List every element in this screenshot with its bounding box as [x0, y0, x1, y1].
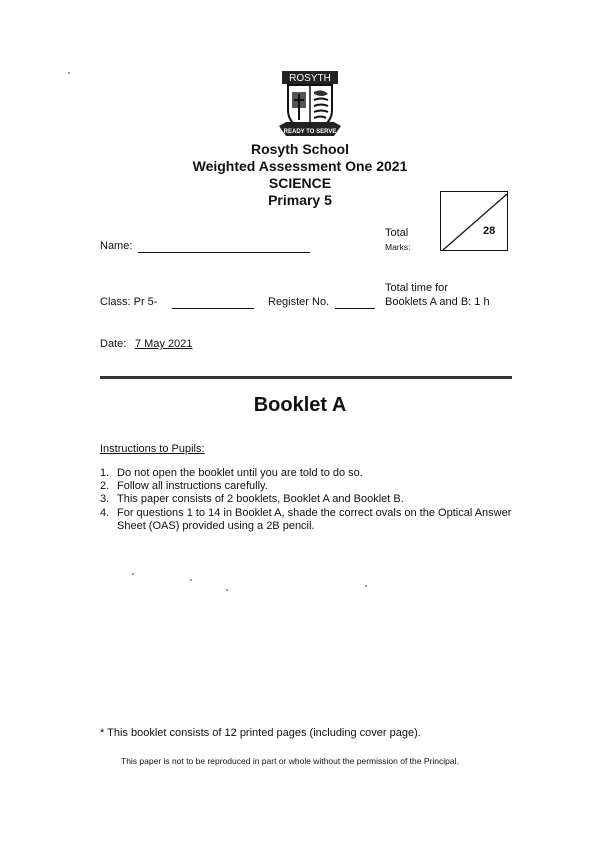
total-time-label: Total time for — [385, 282, 448, 294]
exam-level: Primary 5 — [268, 192, 332, 208]
register-field-line[interactable] — [335, 308, 375, 309]
instruction-item — [100, 480, 530, 493]
scan-speck — [132, 573, 134, 575]
copyright-notice: This paper is not to be reproduced in part or whole without the permission of the Principal. — [121, 756, 459, 766]
instruction-number: 1. — [100, 467, 110, 479]
page-count-note: * This booklet consists of 12 printed pages (including cover page). — [100, 727, 421, 739]
instruction-text: For questions 1 to 14 in Booklet A, shade the correct ovals on the Optical Answer Sheet (OAS) provided using a 2B pencil. — [117, 506, 512, 532]
total-time-value: Booklets A and B: 1 h — [385, 296, 490, 308]
scan-speck — [226, 589, 228, 591]
section-divider — [100, 376, 512, 379]
register-label: Register No. — [268, 296, 330, 308]
total-marks-label: Total — [385, 227, 409, 239]
scan-speck — [190, 579, 192, 581]
name-field-line[interactable] — [138, 252, 310, 253]
instruction-text: This paper consists of 2 booklets, Booklet A and Booklet B. — [117, 493, 404, 506]
scan-speck — [68, 72, 70, 74]
instruction-item — [100, 493, 530, 506]
exam-title: Weighted Assessment One 2021 — [192, 158, 408, 174]
crest-banner-text: ROSYTH — [289, 73, 331, 84]
exam-subject: SCIENCE — [268, 175, 332, 191]
booklet-title: Booklet A — [253, 394, 347, 416]
school-name: Rosyth School — [250, 141, 349, 157]
instruction-item — [100, 507, 530, 533]
total-marks-box — [440, 191, 508, 251]
school-crest-logo — [278, 70, 342, 140]
class-field-line[interactable] — [172, 308, 254, 309]
instruction-text: Follow all instructions carefully. — [117, 480, 268, 493]
total-marks-value: 28 — [483, 225, 496, 237]
crest-motto-text: READY TO SERVE — [283, 129, 337, 135]
instruction-item — [100, 467, 530, 480]
date-value: 7 May 2021 — [135, 338, 193, 350]
name-label: Name: — [100, 240, 133, 252]
scan-speck — [365, 585, 367, 587]
date-label: Date: — [100, 338, 127, 350]
instructions-list — [100, 467, 530, 533]
total-marks-label-2: Marks: — [385, 242, 411, 252]
marks-slash — [441, 192, 509, 252]
instruction-number: 2. — [100, 480, 110, 493]
instructions-heading: Instructions to Pupils: — [100, 443, 205, 455]
class-label: Class: Pr 5- — [100, 296, 158, 308]
instruction-number: 4. — [100, 506, 110, 519]
instruction-number: 3. — [100, 493, 110, 506]
instruction-text: Do not open the booklet until you are told to do so. — [117, 467, 363, 479]
